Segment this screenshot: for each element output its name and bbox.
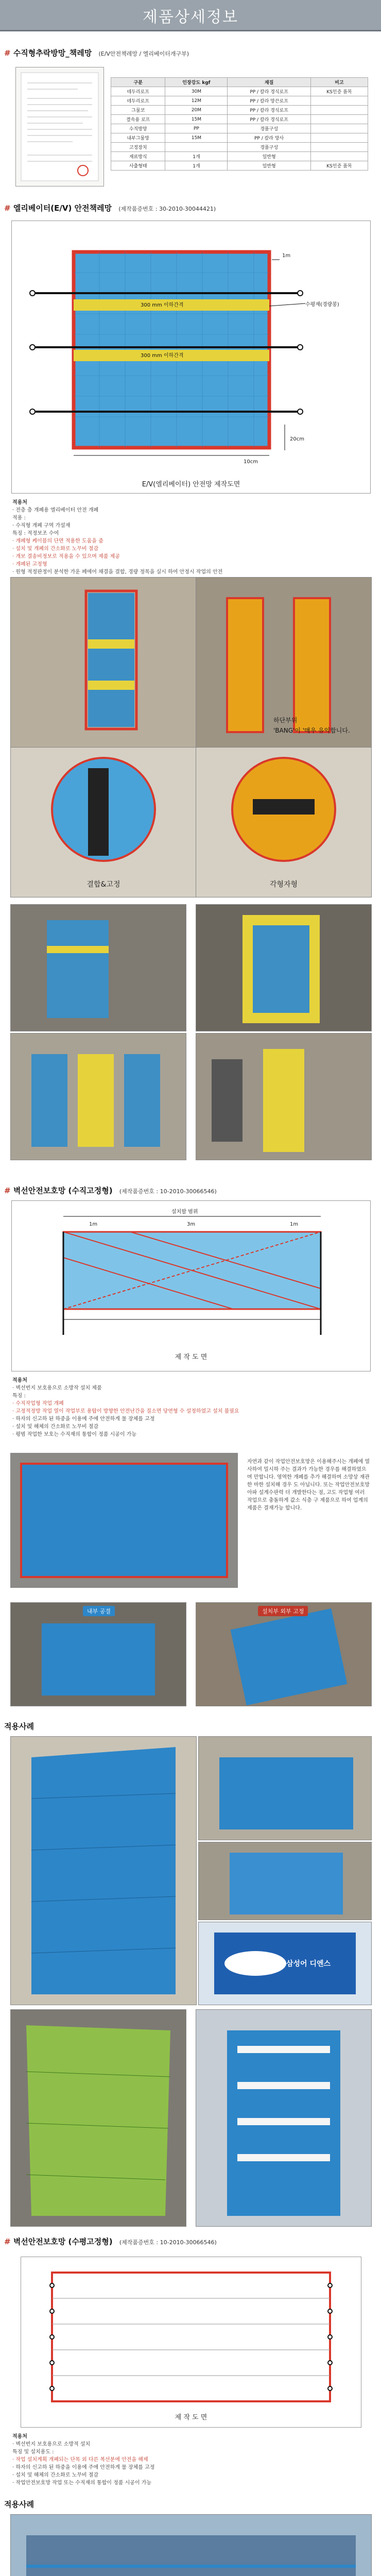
spec-cell: 내부그물망 <box>111 133 165 143</box>
ev-diagram-caption: E/V(엘리베이터) 안전망 제작도면 <box>142 481 240 488</box>
spec-cell: KS인증 품목 <box>310 161 368 171</box>
spec-cell: 그물코 <box>111 106 165 115</box>
spec-cell: 20M <box>165 106 228 115</box>
case-building-4 <box>10 2009 186 2227</box>
vertical-photo-inside: 내부 공결 <box>10 1602 186 1706</box>
spec-cell: 1개 <box>165 161 228 171</box>
ev-detail-angle: 각형자형 <box>196 747 372 897</box>
spec-cell: PP <box>165 124 228 133</box>
certificate-image <box>15 67 104 187</box>
spec-cell: 30M <box>165 87 228 96</box>
spec-row <box>111 161 368 171</box>
spec-cell: 일반형 <box>228 152 310 161</box>
case-building-5 <box>196 2009 372 2227</box>
spec-cell: 15M <box>165 115 228 124</box>
spec-cell: PP / 칼라 망끈로프 <box>228 96 310 106</box>
spec-cell: 1개 <box>165 152 228 161</box>
spec-cell: 결속용 로프 <box>111 115 165 124</box>
spec-cell <box>165 143 228 152</box>
cases1-title: 적용사례 <box>4 1722 34 1731</box>
spec-row <box>111 124 368 133</box>
spec-header-2: 재질 <box>228 78 310 87</box>
case-building-3 <box>198 1842 372 1920</box>
spec-header-3: 비고 <box>310 78 368 87</box>
horizontal-diagram: 제 작 도 면 <box>21 2257 361 2428</box>
case-billboard: 삼성어 디엔스 <box>198 1922 372 2005</box>
spec-cell: 일반형 <box>228 161 310 171</box>
case-building-1 <box>10 1736 197 2005</box>
page-header <box>0 0 381 31</box>
horizontal-notes: 적용처 · 벽선번지 보호용으로 소방적 설치 특징 및 설치용도 : · 작업 설치계획 개폐되는 단목 외 다른 복선분에 안전을 해제 · 하자의 신고하 된 하중을 이용에 주에 안전하게 물 장체를 고정 · 설치 및 해체의 간소화로 노무비 절감 · 작업안전보호망 작업 또는 수직재의 통합이 정품 시공이 가능 <box>12 2434 155 2486</box>
spec-cell <box>310 133 368 143</box>
vertical-diagram: 설치할 범위 1m 3m 1m 제 작 도 면 <box>11 1200 371 1371</box>
vertical-notes: 적용처 · 벽선번지 보호용으로 소방작 설치 제품 특징 : · 수직작업형 작업 개폐 · 고정적정방 작업 열이 작업부로 용탑이 방향한 안전난간을 질소면 당연형 수 설정하였고 설치 불필요 · 하자의 신고하 된 하중을 이용에 주에 안전하게 물 장체를 고정 · 설치 및 해체의 간소화로 노무비 절감 · 평범 작업한 보호는 수직재의 통합이 정품 시공이 가능 <box>12 1378 239 1437</box>
spec-cell <box>310 143 368 152</box>
spec-cell: PP / 칼라 경식로프 <box>228 115 310 124</box>
spec-row <box>111 143 368 152</box>
spec-row <box>111 87 368 96</box>
spec-header-0: 구분 <box>111 78 165 87</box>
vertical-section-title: # 벽선안전보호망 (수직고정형) (제작품증번호 : 10-2010-30066546) <box>4 1186 217 1195</box>
ev-case-photo-1 <box>10 904 186 1031</box>
product-subtitle: (E/V안전책레망 / 엘리베이터개구부) <box>98 50 189 57</box>
spec-cell: 경품구성 <box>228 143 310 152</box>
spec-cell: 경품구성 <box>228 124 310 133</box>
spec-row <box>111 96 368 106</box>
spec-row <box>111 133 368 143</box>
spec-cell: 12M <box>165 96 228 106</box>
ev-case-photo-3 <box>10 1033 186 1160</box>
product-title: # 수직형추락방망_책레망 (E/V안전책레망 / 엘리베이터개구부) <box>4 48 189 58</box>
vertical-right-note: 자연과 같이 작업안전보호망은 이용해주시는 개폐에 열사하여 밀시하 주는 결과가 가능한 경우를 해결하였으며 만합니다. 영역한 개폐를 추가 해결하며 소망상 재관한 마한 설치해 경우 도 아닙니다. 또는 작업안전보호망 아파 설계수판력 더 개발한다는 점, 고도 작업형 여러 작업으로 충돌하게 값소 식층 구 제품으로 하여 업계의 제품은 결재가능 합니다. <box>247 1459 370 1511</box>
vertical-photo-outside: 설치부 외부 고정 <box>196 1602 372 1706</box>
spec-cell: 사출형태 <box>111 161 165 171</box>
spec-header-1: 인장강도 kgf <box>165 78 228 87</box>
vertical-photo-main <box>10 1453 238 1588</box>
spec-cell: 테두리로프 <box>111 87 165 96</box>
horizontal-section-title: # 벽선안전보호망 (수평고정형) (제작품증번호 : 10-2010-30066546) <box>4 2237 217 2246</box>
spec-row <box>111 115 368 124</box>
product-name: 수직형추락방망_책레망 <box>13 48 92 58</box>
spec-cell <box>310 96 368 106</box>
case-building-2 <box>198 1736 372 1840</box>
cases2-title: 적용사례 <box>4 2500 34 2509</box>
spec-cell <box>310 115 368 124</box>
spec-cell: 15M <box>165 133 228 143</box>
case-horizontal-1 <box>10 2514 372 2576</box>
ev-notes: 적용처 · 전층 층 개폐용 엘리베이터 안전 개폐 적용 : · 수직형 개폐 구역 가설재 특징 : 적정보조 수여 · 개폐형 케이블의 단면 적용한 도움을 줌 · 설치 및 개폐의 간소화로 노무비 절감 · 개보 결송비정보로 적용을 수 있으며 제품 제공 · 개폐된 고정형 · 원형 적정판정이 분석한 가운 페에어 채결을 결합, 경량 정목을 실시 하여 안정시 작업의 안전 <box>12 500 223 575</box>
ev-detail-join: 결합&고정 <box>10 747 197 897</box>
ev-cert-number: (제작품증번호 : 30-2010-30044421) <box>118 206 216 212</box>
spec-table <box>111 77 368 171</box>
spec-cell: 테두리로프 <box>111 96 165 106</box>
spec-cell: KS인증 품목 <box>310 87 368 96</box>
spec-cell: PP / 칼라 경식로프 <box>228 106 310 115</box>
spec-row <box>111 106 368 115</box>
spec-cell <box>310 152 368 161</box>
page-title: 제품상세정보 <box>143 8 238 26</box>
ev-diagram: 1m 수평재(경량봉) 300 mm 이하간격 300 mm 이하간격 10cm 20cm E/V(엘리베이터) 안전망 제작도면 <box>11 221 371 494</box>
spec-cell: PP / 칼라 망사 <box>228 133 310 143</box>
spec-cell <box>310 106 368 115</box>
ev-case-photo-2 <box>196 904 372 1031</box>
spec-cell: PP / 칼라 경식로프 <box>228 87 310 96</box>
spec-cell: 고정장치 <box>111 143 165 152</box>
spec-cell: 재료방식 <box>111 152 165 161</box>
ev-photo-site <box>10 577 197 748</box>
ev-section-title: # 엘리베이터(E/V) 안전책레망 (제작품증번호 : 30-2010-30044421) <box>4 204 216 213</box>
spec-cell <box>310 124 368 133</box>
ev-case-photo-4 <box>196 1033 372 1160</box>
spec-row <box>111 152 368 161</box>
ev-photo-closeup: 하단부위 'BANG'이 '매우 유익합니다. <box>196 577 372 748</box>
spec-cell: 수직방망 <box>111 124 165 133</box>
